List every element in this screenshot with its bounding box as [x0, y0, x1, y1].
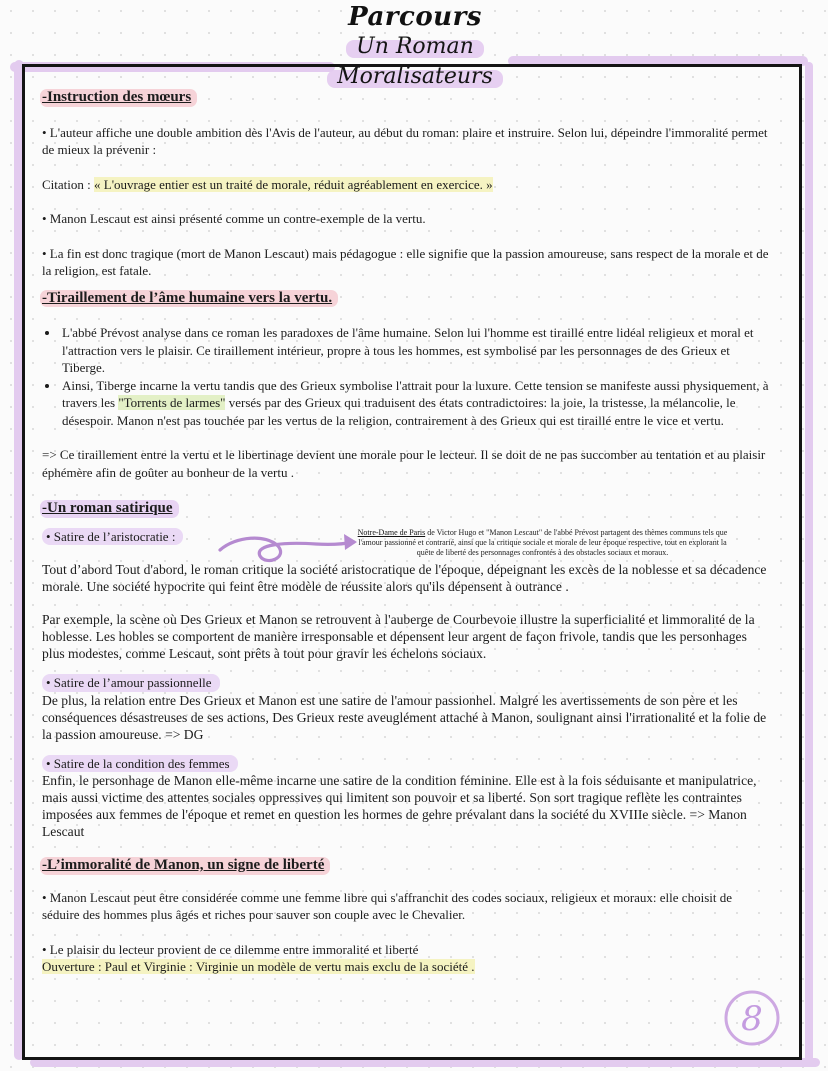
page-number-circle-icon: [722, 988, 782, 1048]
citation-line: [42, 176, 772, 194]
title-line-2: Un Roman: [356, 32, 474, 62]
paragraph: • La fin est donc tragique (mort de Manon Lescaut) mais pédagogue : elle signifie que la passion amoureuse, sans respect de la morale et de la religion, est fatale.: [42, 245, 769, 278]
frame-accent-right: [805, 62, 813, 1062]
page-number: 8: [741, 999, 763, 1039]
list-item-text: versés par des Grieux qui traduisent des états contradictoires: la joie, la tristesse, la mélancolie, le désespoir. Manon n'est pas touchée par les vertus de la religion, contrairement à des Grieux qui est tiraillé entre le vice et vertu.: [62, 395, 736, 428]
citation-prefix: Citation :: [42, 176, 94, 192]
bullet-list: [42, 324, 772, 429]
subheading-femmes: • Satire de la condition des femmes: [42, 755, 238, 773]
page-title: [300, 0, 530, 92]
note-title: Notre-Dame de Paris: [357, 528, 426, 537]
ouverture-line: [42, 958, 772, 976]
section-heading-satirique: -Un roman satirique: [40, 500, 179, 518]
paragraph: Enfin, le personhage de Manon elle-même incarne une satire de la condition féminine. Elle est à la fois séduisante et manipulatrice, mais aussi victime des attentes sociales oppressives qui limitent son pouvoir et sa liberté. Son sort tragique reflète les contraintes imposées aux femmes de l'époque et remet en question les hormes de gehre prévalant dans la société du XVIIIe siècle. => Manon Lescaut: [42, 773, 757, 839]
list-item: • L'abbé Prévost analyse dans ce roman les paradoxes de l'âme humaine. Selon lui l'homme est tiraillé entre lidéal religieux et moral et l'attraction vers le plaisir. Ce tiraillement intérieur, propre à tous les hommes, est symbolisé par les personnages de des Grieux et Tiberge.: [60, 324, 772, 377]
section-heading-immoralite: -L’immoralité de Manon, un signe de liberté: [40, 857, 330, 875]
section-heading-instruction: -Instruction des mœurs: [40, 89, 197, 107]
paragraph: Par exemple, la scène où Des Grieux et Manon se retrouvent à l'auberge de Courbevoie illustre la superficialité et limmoralité de la hoblesse. Les hobles se comportent de manière irresponsable et dépensent leur argent de façon frivole, tandis que les personhages plus modestes, comme Lescaut, sont prêts à tout pour gravir les échelons sociaux.: [42, 612, 755, 661]
paragraph: => Ce tiraillement entre la vertu et le libertinage devient une morale pour le lecteur. Il se doit de ne pas succomber au tentation et au plaisir éphémère afin de goûter au bonheur de la vertu .: [42, 447, 766, 480]
citation-quote: « L'ouvrage entier est un traité de morale, réduit agréablement en exercice. »: [94, 176, 493, 192]
paragraph: Tout d’abord Tout d'abord, le roman critique la société aristocratique de l'époque, dépeignant les excès de la noblesse et sa décadence morale. Une société hypocrite qui feint être modèle de réussite alors qu'ils dépensent à outrance .: [42, 562, 767, 594]
paragraph: • L'auteur affiche une double ambition dès l'Avis de l'auteur, au début du roman: plaire et instruire. Selon lui, dépeindre l'immoralité permet de mieux la prévenir :: [42, 124, 768, 157]
title-line-3: Moralisateurs: [337, 62, 493, 92]
paragraph: De plus, la relation entre Des Grieux et Manon est une satire de l'amour passionhel. Malgré les avertissements de son père et les conséquences désastreuses de ses actions, Des Grieux reste aveuglément attaché à Manon, soulignant ainsi l'irrationalité et la folie de la passion amoureuse. => DG: [42, 692, 767, 742]
side-note: [355, 528, 730, 558]
list-item: [60, 377, 772, 430]
paragraph: • Manon Lescaut est ainsi présenté comme un contre-exemple de la vertu.: [42, 211, 426, 226]
subheading-amour: • Satire de l’amour passionnelle: [42, 674, 220, 692]
swirl-arrow-icon: [216, 530, 361, 570]
page-number-badge: [722, 988, 782, 1053]
section-heading-tiraillement: -Tiraillement de l’âme humaine vers la vertu.: [40, 290, 338, 308]
list-item-text: Ainsi, Tiberge incarne la vertu tandis que des Grieux symbolise l'attrait pour la luxure. Cette tension se manifeste aussi physiquement, à travers les: [62, 377, 769, 410]
note-text: de Victor Hugo et "Manon Lescaut" de l'abbé Prévost partagent des thèmes communs tels que l'amour passionné et contrarié, ainsi que la critique sociale et morale de leur époque respective, tout en explorant la quête de liberté des personnages confrontés à des obstacles sociaux et moraux.: [358, 528, 728, 557]
ouverture-highlight: Ouverture : Paul et Virginie : Virginie un modèle de vertu mais exclu de la société .: [42, 959, 475, 974]
paragraph: • Manon Lescaut peut être considérée comme une femme libre qui s'affranchit des codes sociaux, religieux et moraux: elle choisit de séduire des hommes plus âgés et riches pour sauver son couple avec le Chevalier.: [42, 889, 732, 922]
subheading-aristocratie: • Satire de l’aristocratie :: [42, 528, 183, 546]
torrents-highlight: "Torrents de larmes": [118, 395, 226, 410]
paragraph: • Le plaisir du lecteur provient de ce dilemme entre immoralité et liberté: [42, 941, 419, 957]
title-line-1: Parcours: [348, 2, 482, 32]
